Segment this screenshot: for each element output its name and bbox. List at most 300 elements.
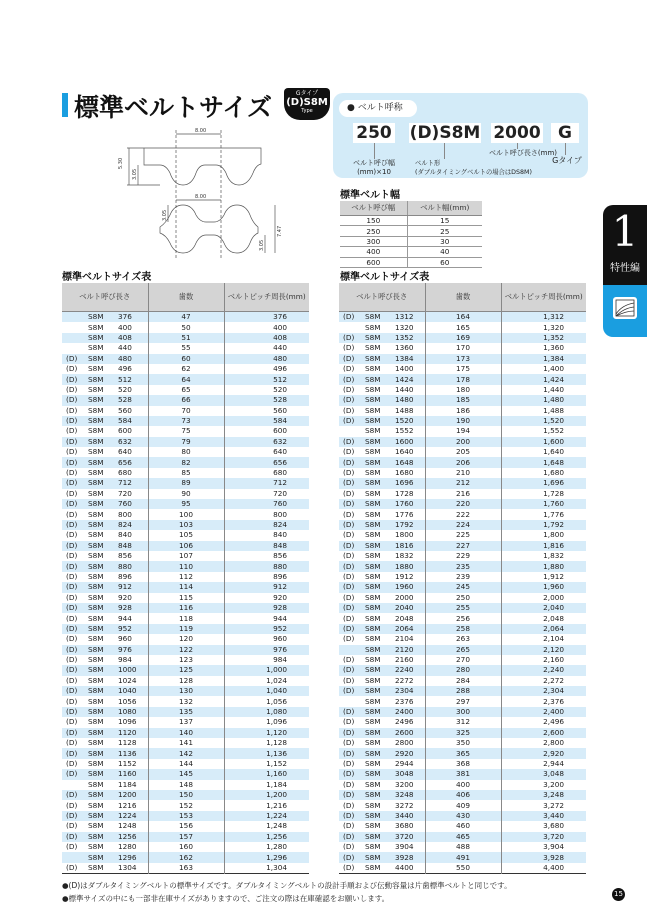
table-row [339, 728, 586, 738]
table-row [339, 676, 586, 686]
footnote: ●標準サイズの中にも一部非在庫サイズがありますので、ご注文の際は在庫確認をお願いします。 [62, 894, 390, 903]
table-row [62, 811, 309, 821]
belt-type: S8M [88, 374, 104, 384]
teeth-count: 297 [425, 696, 501, 706]
belt-type: S8M [365, 416, 381, 426]
teeth-count: 258 [425, 624, 501, 634]
teeth-count: 64 [148, 374, 224, 384]
teeth-count: 145 [148, 769, 224, 779]
belt-type: S8M [365, 665, 381, 675]
belt-type: S8M [88, 675, 104, 685]
teeth-count: 173 [425, 354, 501, 364]
table-row [339, 790, 586, 800]
nominal-length: 1352 [395, 332, 414, 342]
nominal-length: 1520 [395, 416, 414, 426]
table-row [339, 748, 586, 758]
belt-type: S8M [88, 364, 104, 374]
double-mark: (D) [66, 551, 78, 561]
belt-type: S8M [88, 353, 104, 363]
double-mark: (D) [343, 623, 355, 633]
table-row [62, 634, 309, 644]
teeth-count: 227 [425, 541, 501, 551]
nominal-length: 1136 [118, 748, 137, 758]
belt-designation [62, 717, 148, 727]
nomenclature-panel [333, 93, 588, 178]
belt-designation [62, 437, 148, 447]
nominal-length: 3440 [395, 810, 414, 820]
nominal-length: 1224 [118, 810, 137, 820]
double-mark: (D) [343, 332, 355, 342]
double-mark: (D) [343, 603, 355, 613]
table-row [62, 406, 309, 416]
belt-type: S8M [365, 842, 381, 852]
pitch-length: 1,040 [224, 686, 309, 696]
belt-designation [339, 634, 425, 644]
pitch-length: 1,120 [224, 728, 309, 738]
teeth-count: 409 [425, 800, 501, 810]
pitch-length: 1,400 [501, 364, 586, 374]
pitch-length: 1,480 [501, 395, 586, 405]
table-row [339, 354, 586, 364]
double-mark: (D) [66, 675, 78, 685]
belt-type: S8M [365, 707, 381, 717]
pitch-length: 632 [224, 437, 309, 447]
caption-length: ベルト呼び長さ(mm) [488, 149, 558, 157]
nominal-length: 680 [118, 468, 132, 478]
double-mark: (D) [343, 748, 355, 758]
teeth-count: 95 [148, 499, 224, 509]
dim-pitch-bottom: 8.00 [195, 194, 207, 200]
pitch-length: 2,064 [501, 624, 586, 634]
dim-total-height: 5.30 [118, 157, 124, 169]
belt-designation [339, 406, 425, 416]
table-row [62, 343, 309, 353]
pitch-length: 2,376 [501, 696, 586, 706]
nominal-length: 952 [118, 623, 132, 633]
teeth-count: 255 [425, 603, 501, 613]
table-row [62, 738, 309, 748]
table-row [62, 686, 309, 696]
teeth-count: 123 [148, 655, 224, 665]
belt-designation [62, 354, 148, 364]
teeth-count: 220 [425, 499, 501, 509]
nominal-length: 1400 [395, 364, 414, 374]
belt-type: S8M [365, 353, 381, 363]
belt-designation [62, 447, 148, 457]
size-table-right [339, 283, 586, 874]
nominal-length: 2304 [395, 686, 414, 696]
belt-type: S8M [88, 322, 104, 332]
pitch-length: 3,048 [501, 769, 586, 779]
teeth-count: 222 [425, 509, 501, 519]
pitch-length: 1,224 [224, 811, 309, 821]
teeth-count: 216 [425, 489, 501, 499]
caption-type: ベルト形 (ダブルタイミングベルトの場合はDS8M) [415, 160, 532, 176]
pitch-length: 976 [224, 645, 309, 655]
nominal-length: 1440 [395, 384, 414, 394]
table-row [62, 603, 309, 613]
teeth-count: 79 [148, 437, 224, 447]
belt-designation [62, 790, 148, 800]
belt-type: S8M [88, 343, 104, 353]
belt-type: S8M [88, 686, 104, 696]
double-mark: (D) [66, 457, 78, 467]
teeth-count: 256 [425, 613, 501, 623]
col-header: ベルトピッチ周長(mm) [501, 283, 586, 312]
nominal-length: 1648 [395, 457, 414, 467]
pitch-length: 1,256 [224, 832, 309, 842]
pitch-length: 1,832 [501, 551, 586, 561]
teeth-count: 212 [425, 478, 501, 488]
dim-tooth-bottom: 3.05 [259, 239, 265, 251]
teeth-count: 144 [148, 759, 224, 769]
double-mark: (D) [66, 571, 78, 581]
belt-designation [339, 582, 425, 592]
pitch-length: 2,240 [501, 665, 586, 675]
nominal-length: 656 [118, 457, 132, 467]
belt-designation [62, 478, 148, 488]
pitch-length: 1,128 [224, 738, 309, 748]
pitch-length: 1,680 [501, 468, 586, 478]
belt-designation [339, 561, 425, 571]
double-mark: (D) [66, 478, 78, 488]
teeth-count: 157 [148, 832, 224, 842]
pitch-length: 3,904 [501, 842, 586, 852]
badge-line2: (D)S8M [286, 97, 328, 108]
belt-type: S8M [365, 322, 381, 332]
belt-type: S8M [365, 405, 381, 415]
nominal-length: 2376 [395, 696, 414, 706]
teeth-count: 152 [148, 800, 224, 810]
pitch-length: 584 [224, 416, 309, 426]
belt-type: S8M [88, 509, 104, 519]
pitch-length: 1,424 [501, 374, 586, 384]
belt-type: S8M [88, 395, 104, 405]
chapter-label: 特性編 [610, 263, 640, 274]
pitch-length: 880 [224, 561, 309, 571]
belt-type: S8M [365, 571, 381, 581]
table-row [339, 437, 586, 447]
belt-type: S8M [88, 468, 104, 478]
nominal-length: 1248 [118, 821, 137, 831]
pitch-length: 1,440 [501, 385, 586, 395]
nominal-length: 2040 [395, 603, 414, 613]
pitch-length: 1,384 [501, 354, 586, 364]
table-row [339, 582, 586, 592]
nominal-length: 720 [118, 488, 132, 498]
belt-type: S8M [88, 447, 104, 457]
pitch-length: 1,296 [224, 852, 309, 862]
belt-type: S8M [365, 779, 381, 789]
nominal-length: 848 [118, 540, 132, 550]
table-row [62, 624, 309, 634]
teeth-count: 284 [425, 676, 501, 686]
nominal-length: 960 [118, 634, 132, 644]
teeth-count: 135 [148, 707, 224, 717]
belt-type: S8M [365, 592, 381, 602]
chapter-tab[interactable] [603, 205, 647, 337]
table-row [62, 312, 309, 323]
teeth-count: 265 [425, 645, 501, 655]
double-mark: (D) [66, 748, 78, 758]
double-mark: (D) [66, 364, 78, 374]
belt-designation [339, 790, 425, 800]
belt-type: S8M [88, 416, 104, 426]
double-mark: (D) [66, 696, 78, 706]
pitch-length: 2,800 [501, 738, 586, 748]
table-row [339, 312, 586, 323]
nominal-length: 600 [118, 426, 132, 436]
teeth-count: 110 [148, 561, 224, 571]
pitch-length: 1,816 [501, 541, 586, 551]
double-mark: (D) [66, 603, 78, 613]
double-mark: (D) [66, 520, 78, 529]
belt-designation [62, 593, 148, 603]
pitch-length: 1,488 [501, 406, 586, 416]
belt-type: S8M [88, 457, 104, 467]
double-mark: (D) [66, 769, 78, 779]
table-row [339, 863, 586, 874]
table-row [62, 457, 309, 467]
pitch-length: 2,304 [501, 686, 586, 696]
table-row [339, 520, 586, 530]
teeth-count: 47 [148, 312, 224, 323]
table-row [339, 832, 586, 842]
double-mark: (D) [343, 686, 355, 696]
table-row [339, 457, 586, 467]
teeth-count: 460 [425, 821, 501, 831]
nominal-length: 1384 [395, 353, 414, 363]
belt-designation [62, 728, 148, 738]
belt-designation [339, 842, 425, 852]
nominal-length: 400 [118, 322, 132, 332]
nominal-length: 912 [118, 582, 132, 592]
teeth-count: 128 [148, 676, 224, 686]
double-mark: (D) [66, 592, 78, 602]
nominal-length: 3248 [395, 790, 414, 800]
table-row [339, 686, 586, 696]
belt-profile-diagram [100, 125, 300, 275]
belt-type: S8M [365, 686, 381, 696]
double-mark: (D) [66, 862, 78, 872]
page-number: 15 [612, 888, 625, 901]
belt-type: S8M [365, 769, 381, 779]
pitch-length: 928 [224, 603, 309, 613]
double-mark: (D) [343, 436, 355, 446]
pitch-length: 952 [224, 624, 309, 634]
double-mark: (D) [343, 665, 355, 675]
belt-type: S8M [88, 561, 104, 571]
teeth-count: 400 [425, 780, 501, 790]
pitch-length: 1,960 [501, 582, 586, 592]
double-mark: (D) [343, 852, 355, 862]
nominal-length: 760 [118, 499, 132, 509]
teeth-count: 130 [148, 686, 224, 696]
pitch-length: 3,928 [501, 852, 586, 862]
dim-total-double: 7.47 [277, 225, 283, 237]
teeth-count: 550 [425, 863, 501, 874]
nominal-length: 1216 [118, 800, 137, 810]
belt-designation [62, 572, 148, 582]
belt-designation [62, 707, 148, 717]
nomenclature-heading: ● ベルト呼称 [339, 100, 417, 117]
belt-designation [339, 499, 425, 509]
teeth-count: 210 [425, 468, 501, 478]
belt-designation [339, 322, 425, 332]
table-row [62, 437, 309, 447]
table-row [62, 676, 309, 686]
table-row [62, 489, 309, 499]
teeth-count: 107 [148, 551, 224, 561]
belt-designation [339, 541, 425, 551]
double-mark: (D) [66, 665, 78, 675]
pitch-length: 440 [224, 343, 309, 353]
teeth-count: 229 [425, 551, 501, 561]
table-row [62, 374, 309, 384]
teeth-count: 280 [425, 665, 501, 675]
pitch-length: 840 [224, 530, 309, 540]
belt-type: S8M [88, 758, 104, 768]
belt-designation [339, 613, 425, 623]
belt-designation [62, 665, 148, 675]
table-row [62, 645, 309, 655]
teeth-count: 164 [425, 312, 501, 323]
nominal-length: 2064 [395, 623, 414, 633]
double-mark: (D) [343, 364, 355, 374]
nominal-length: 1880 [395, 561, 414, 571]
double-mark: (D) [66, 727, 78, 737]
belt-type: S8M [88, 426, 104, 436]
teeth-count: 178 [425, 374, 501, 384]
chart-curve-icon [613, 297, 637, 319]
table-row [62, 416, 309, 426]
belt-type: S8M [88, 540, 104, 550]
belt-designation [339, 593, 425, 603]
table-row [339, 707, 586, 717]
double-mark: (D) [343, 353, 355, 363]
table-row [339, 385, 586, 395]
belt-designation [339, 468, 425, 478]
teeth-count: 200 [425, 437, 501, 447]
col-header: ベルト呼び幅 [340, 201, 407, 216]
pitch-length: 712 [224, 478, 309, 488]
teeth-count: 73 [148, 416, 224, 426]
belt-type: S8M [88, 707, 104, 717]
double-mark: (D) [343, 457, 355, 467]
dim-pitch-top: 8.00 [195, 128, 207, 134]
belt-designation [339, 426, 425, 436]
double-mark: (D) [66, 561, 78, 571]
nominal-width: 250 [340, 226, 407, 236]
teeth-count: 82 [148, 457, 224, 467]
pitch-length: 1,352 [501, 333, 586, 343]
page-title: 標準ベルトサイズ [74, 93, 273, 122]
nomenclature-heading-text: ベルト呼称 [357, 103, 403, 113]
nominal-length: 2272 [395, 675, 414, 685]
belt-designation [62, 645, 148, 655]
table-row [62, 842, 309, 852]
teeth-count: 65 [148, 385, 224, 395]
title-accent-bar [62, 93, 68, 117]
pitch-length: 1,320 [501, 322, 586, 332]
belt-designation [62, 395, 148, 405]
table-row [62, 821, 309, 831]
belt-designation [339, 769, 425, 779]
belt-designation [339, 655, 425, 665]
table-row [62, 852, 309, 862]
belt-type: S8M [365, 644, 381, 654]
belt-designation [62, 655, 148, 665]
nominal-length: 440 [118, 343, 132, 353]
belt-designation [62, 603, 148, 613]
pitch-length: 1,248 [224, 821, 309, 831]
nominal-length: 1184 [118, 779, 137, 789]
belt-designation [62, 800, 148, 810]
table-row [62, 780, 309, 790]
table-row [339, 634, 586, 644]
double-mark: (D) [66, 499, 78, 509]
nominal-length: 2000 [395, 592, 414, 602]
double-mark: (D) [66, 395, 78, 405]
belt-designation [339, 343, 425, 353]
belt-type: S8M [365, 748, 381, 758]
table-row [339, 364, 586, 374]
nominal-length: 856 [118, 551, 132, 561]
belt-type: S8M [88, 779, 104, 789]
belt-type: S8M [365, 696, 381, 706]
table-row [339, 800, 586, 810]
table-row [62, 354, 309, 364]
nominal-length: 1200 [118, 790, 137, 800]
nominal-length: 2160 [395, 655, 414, 665]
belt-designation [339, 354, 425, 364]
nominal-length: 976 [118, 644, 132, 654]
table-row [339, 561, 586, 571]
width-row [340, 216, 482, 226]
nominal-length: 1096 [118, 717, 137, 727]
double-mark: (D) [66, 821, 78, 831]
belt-type: S8M [365, 478, 381, 488]
size-table-heading-right: 標準ベルトサイズ表 [340, 272, 430, 283]
belt-designation [339, 748, 425, 758]
double-mark: (D) [66, 842, 78, 852]
table-row [62, 333, 309, 343]
table-row [339, 852, 586, 862]
belt-designation [339, 738, 425, 748]
table-row [62, 593, 309, 603]
belt-designation [62, 634, 148, 644]
belt-designation [62, 499, 148, 509]
belt-designation [339, 385, 425, 395]
pitch-length: 1,696 [501, 478, 586, 488]
belt-designation [62, 769, 148, 779]
teeth-count: 163 [148, 863, 224, 874]
nominal-length: 1816 [395, 540, 414, 550]
pitch-length: 896 [224, 572, 309, 582]
double-mark: (D) [343, 395, 355, 405]
pitch-length: 1,880 [501, 561, 586, 571]
teeth-count: 350 [425, 738, 501, 748]
pitch-length: 1,136 [224, 748, 309, 758]
nominal-length: 1320 [395, 322, 414, 332]
belt-type: S8M [365, 364, 381, 374]
double-mark: (D) [343, 717, 355, 727]
pitch-length: 2,160 [501, 655, 586, 665]
teeth-count: 245 [425, 582, 501, 592]
nominal-length: 2944 [395, 758, 414, 768]
belt-type: S8M [88, 665, 104, 675]
table-row [62, 582, 309, 592]
